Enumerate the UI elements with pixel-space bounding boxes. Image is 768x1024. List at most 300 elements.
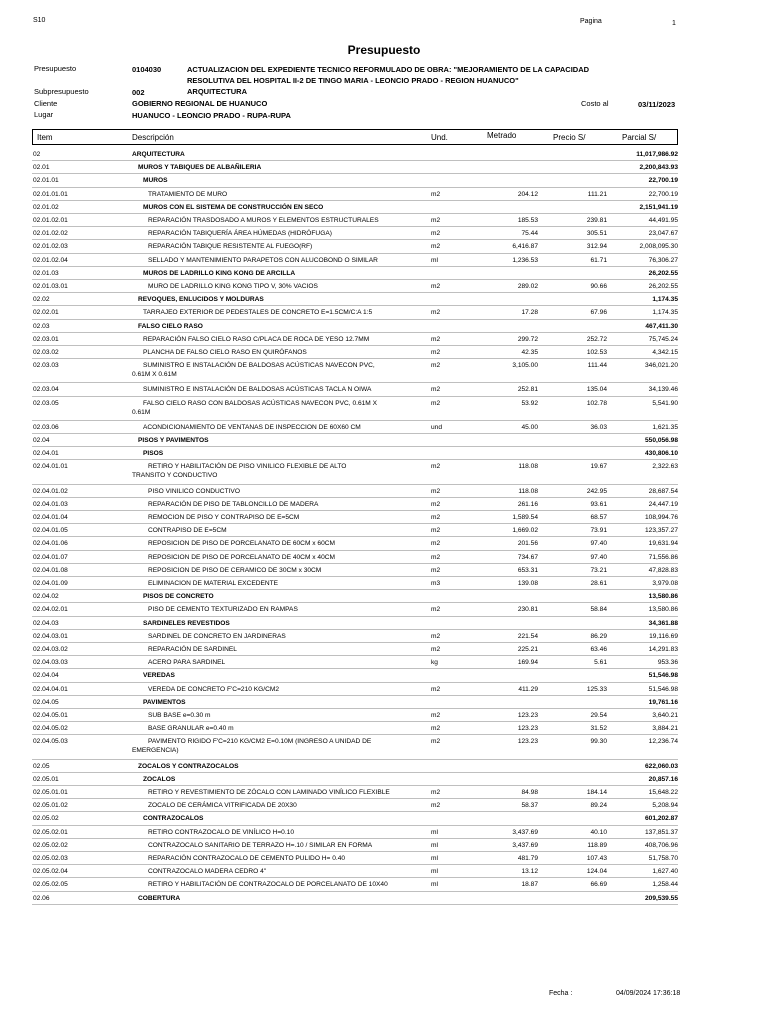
item-parcial: 209,539.55 — [644, 894, 678, 902]
item-precio: 97.40 — [590, 540, 607, 548]
row-divider — [32, 891, 678, 892]
item-unit: ml — [431, 881, 438, 889]
item-description: SARDINEL DE CONCRETO EN JARDINERAS — [148, 632, 286, 640]
item-metrado: 653.31 — [517, 566, 538, 574]
page-number: 1 — [672, 20, 676, 27]
item-parcial: 14,291.83 — [648, 646, 678, 653]
item-unit: m2 — [431, 500, 441, 508]
item-precio: 28.61 — [590, 580, 607, 587]
item-code: 02.04.03.03 — [33, 659, 68, 667]
item-description: REPARACIÓN TABIQUE RESISTENTE AL FUEGO(RF) — [148, 243, 313, 251]
item-code: 02.05.01 — [33, 775, 59, 783]
item-unit: m2 — [431, 463, 441, 471]
item-metrado: 185.53 — [517, 217, 538, 224]
item-metrado: 481.79 — [517, 855, 538, 862]
row-divider — [32, 459, 678, 460]
item-parcial: 76,306.27 — [648, 256, 678, 264]
item-metrado: 6,416.87 — [512, 243, 538, 251]
item-precio: 61.71 — [590, 256, 607, 264]
item-unit: m2 — [431, 646, 441, 653]
item-unit: m2 — [431, 789, 441, 796]
item-metrado: 123.23 — [517, 712, 538, 719]
row-divider — [32, 772, 678, 773]
item-description: PISO DE CEMENTO TEXTURIZADO EN RAMPAS — [148, 606, 298, 614]
item-parcial: 137,851.37 — [644, 828, 678, 836]
item-precio: 118.89 — [587, 841, 607, 849]
item-precio: 31.52 — [590, 725, 607, 733]
row-divider — [32, 358, 678, 359]
row-divider — [32, 864, 678, 865]
item-metrado: 299.72 — [517, 335, 538, 343]
item-precio: 111.44 — [587, 362, 607, 370]
item-description: PISOS — [143, 450, 164, 458]
item-unit: m2 — [431, 386, 441, 394]
item-precio: 252.72 — [586, 335, 607, 343]
item-description: REPARACIÓN CONTRAZOCALO DE CEMENTO PULIDO H= 0.40 — [148, 855, 346, 862]
item-parcial: 550,056.98 — [644, 437, 678, 444]
item-code: 02.02.01 — [33, 309, 59, 317]
item-description: PAVIMENTOS — [143, 698, 186, 706]
item-parcial: 75,745.24 — [648, 335, 678, 343]
item-metrado: 1,669.02 — [512, 527, 538, 535]
item-description: ZOCALO DE CERÁMICA VITRIFICADA DE 20X30 — [148, 802, 297, 810]
item-metrado: 1,589.54 — [512, 514, 538, 521]
subpresupuesto-code: 002 — [132, 88, 145, 97]
row-divider — [32, 904, 678, 905]
item-unit: m2 — [431, 217, 441, 224]
item-parcial: 51,546.98 — [648, 685, 678, 693]
item-parcial: 47,828.83 — [648, 566, 678, 574]
item-code: 02.04.05 — [33, 698, 59, 706]
costo-label: Costo al — [581, 99, 609, 108]
item-code: 02.03.01 — [33, 335, 59, 343]
item-parcial: 953.36 — [657, 659, 678, 667]
presupuesto-code: 0104030 — [132, 65, 162, 74]
item-unit: m2 — [431, 712, 441, 719]
row-divider — [32, 173, 678, 174]
row-divider — [32, 187, 678, 188]
row-divider — [32, 721, 678, 722]
row-divider — [32, 668, 678, 669]
item-precio: 58.84 — [590, 606, 607, 614]
item-parcial: 23,047.67 — [648, 230, 678, 238]
item-description: COBERTURA — [138, 894, 181, 902]
item-code: 02.05.01.01 — [33, 789, 68, 796]
item-unit: m2 — [431, 606, 441, 614]
row-divider — [32, 602, 678, 603]
item-parcial: 3,979.08 — [652, 580, 678, 587]
item-description: RETIRO Y HABILITACIÓN DE CONTRAZOCALO DE PORCELANATO DE 10X40 — [148, 881, 388, 889]
item-parcial: 26,202.55 — [648, 269, 678, 277]
item-description: SARDINELES REVESTIDOS — [143, 619, 230, 627]
item-description: ARQUITECTURA — [132, 151, 185, 158]
item-description: SUB BASE e=0.30 m — [148, 712, 211, 719]
item-description: VEREDA DE CONCRETO F'C=210 KG/CM2 — [148, 685, 280, 693]
col-descripcion: Descripción — [132, 133, 174, 142]
item-metrado: 45.00 — [521, 423, 538, 431]
fecha-value: 04/09/2024 17:36:18 — [616, 990, 681, 997]
col-und: Und. — [431, 133, 448, 142]
item-parcial: 408,706.96 — [644, 841, 678, 849]
item-parcial: 346,021.20 — [644, 362, 678, 370]
item-metrado: 18.87 — [521, 881, 538, 889]
item-unit: m2 — [431, 540, 441, 548]
item-unit: ml — [431, 256, 438, 264]
item-metrado: 1,236.53 — [512, 256, 538, 264]
item-parcial: 2,200,843.93 — [639, 164, 678, 172]
item-description: ACONDICIONAMIENTO DE VENTANAS DE INSPECCION DE 60X60 CM — [143, 423, 361, 431]
row-divider — [32, 629, 678, 630]
item-code: 02.04.05.01 — [33, 712, 68, 719]
row-divider — [32, 382, 678, 383]
item-code: 02.06 — [33, 894, 50, 902]
item-code: 02.04.02.01 — [33, 606, 68, 614]
item-code: 02.04.03.01 — [33, 632, 68, 640]
row-divider — [32, 239, 678, 240]
item-code: 02.04.01 — [33, 450, 59, 458]
item-code: 02.01 — [33, 164, 50, 172]
presupuesto-label: Presupuesto — [34, 64, 77, 73]
item-code: 02.05.02 — [33, 815, 59, 823]
item-metrado: 734.67 — [517, 553, 538, 561]
item-precio: 135.04 — [586, 386, 607, 394]
item-parcial: 601,202.87 — [644, 815, 678, 823]
item-parcial: 1,174.35 — [652, 309, 678, 317]
item-metrado: 230.81 — [517, 606, 538, 614]
item-metrado: 261.16 — [517, 500, 538, 508]
item-description: REPARACIÓN DE PISO DE TABLONCILLO DE MADERA — [148, 500, 319, 508]
row-divider — [32, 838, 678, 839]
item-description: REPOSICION DE PISO DE PORCELANATO DE 40CM x 40CM — [148, 553, 335, 561]
item-precio: 242.95 — [586, 487, 607, 495]
row-divider — [32, 305, 678, 306]
item-parcial: 24,447.19 — [648, 500, 678, 508]
row-divider — [32, 695, 678, 696]
item-metrado: 118.08 — [518, 463, 538, 471]
item-unit: m2 — [431, 309, 441, 317]
item-code: 02.01.01 — [33, 177, 59, 185]
item-parcial: 3,884.21 — [652, 725, 678, 733]
item-precio: 36.03 — [590, 423, 607, 431]
subpresupuesto-name: ARQUITECTURA — [187, 87, 247, 96]
item-code: 02.05.02.04 — [33, 868, 68, 876]
row-divider — [32, 589, 678, 590]
item-metrado: 42.35 — [521, 349, 538, 356]
item-unit: m2 — [431, 632, 441, 640]
item-metrado: 221.54 — [517, 632, 538, 640]
item-description: ELIMINACION DE MATERIAL EXCEDENTE — [148, 580, 279, 587]
item-precio: 97.40 — [590, 553, 607, 561]
presupuesto-title-line1: ACTUALIZACION DEL EXPEDIENTE TECNICO REFORMULADO DE OBRA: "MEJORAMIENTO DE LA CAPACIDAD — [187, 65, 590, 74]
item-unit: m2 — [431, 802, 441, 810]
item-precio: 29.54 — [590, 712, 607, 719]
cliente-value: GOBIERNO REGIONAL DE HUANUCO — [132, 99, 268, 108]
item-description: TARRAJEO EXTERIOR DE PEDESTALES DE CONCRETO E=1.5CM/C:A 1:5 — [143, 309, 373, 317]
item-code: 02.02 — [33, 296, 50, 304]
item-code: 02.01.01.01 — [33, 190, 68, 198]
row-divider — [32, 642, 678, 643]
item-precio: 73.91 — [590, 527, 607, 535]
item-code: 02.04.01.06 — [33, 540, 68, 548]
item-precio: 99.30 — [590, 738, 607, 746]
item-precio: 73.21 — [590, 566, 607, 574]
item-code: 02.03.06 — [33, 423, 59, 431]
item-description: ZOCALOS Y CONTRAZOCALOS — [138, 762, 239, 770]
subpresupuesto-label: Subpresupuesto — [34, 87, 89, 96]
item-code: 02.03 — [33, 322, 50, 330]
item-metrado: 118.08 — [518, 487, 538, 495]
item-unit: ml — [431, 828, 438, 836]
item-parcial: 2,151,941.19 — [639, 203, 678, 211]
item-description: REVOQUES, ENLUCIDOS Y MOLDURAS — [138, 296, 264, 304]
row-divider — [32, 332, 678, 333]
column-header — [32, 129, 678, 145]
row-divider — [32, 616, 678, 617]
item-code: 02.04.01.09 — [33, 580, 68, 587]
item-code: 02.01.03.01 — [33, 283, 68, 290]
item-precio: 40.10 — [590, 828, 607, 836]
item-parcial: 19,631.94 — [648, 540, 678, 548]
row-divider — [32, 345, 678, 346]
item-parcial: 5,208.94 — [652, 802, 678, 810]
item-metrado: 13.12 — [521, 868, 538, 876]
item-parcial: 22,700.19 — [648, 177, 678, 185]
row-divider — [32, 420, 678, 421]
row-divider — [32, 484, 678, 485]
item-precio: 184.14 — [586, 789, 607, 796]
row-divider — [32, 576, 678, 577]
cliente-label: Cliente — [34, 99, 58, 108]
col-precio: Precio S/ — [553, 133, 586, 142]
item-precio: 89.24 — [590, 802, 607, 810]
item-parcial: 4,342.15 — [652, 349, 678, 356]
item-description: CONTRAZOCALOS — [143, 815, 204, 823]
item-unit: m2 — [431, 725, 441, 733]
row-divider — [32, 226, 678, 227]
item-description: MURO DE LADRILLO KING KONG TIPO V, 30% VACIOS — [148, 283, 318, 290]
item-code: 02.05 — [33, 762, 50, 770]
row-divider — [32, 279, 678, 280]
item-metrado: 411.29 — [518, 685, 538, 693]
col-parcial: Parcial S/ — [622, 133, 657, 142]
item-metrado: 3,105.00 — [512, 362, 538, 370]
item-parcial: 71,556.86 — [648, 553, 678, 561]
item-description: ACERO PARA SARDINEL — [148, 659, 226, 667]
item-description: REPARACIÓN DE SARDINEL — [148, 646, 237, 653]
item-unit: m2 — [431, 190, 441, 198]
item-description: RETIRO Y HABILITACIÓN DE PISO VINILICO FLEXIBLE DE ALTO TRANSITO Y CONDUCTIVO — [132, 463, 347, 480]
row-divider — [32, 563, 678, 564]
item-code: 02 — [33, 151, 41, 158]
row-divider — [32, 213, 678, 214]
fecha-label: Fecha : — [549, 990, 573, 997]
item-description: PISO VINILICO CONDUCTIVO — [148, 487, 240, 495]
item-metrado: 225.21 — [517, 646, 538, 653]
item-unit: m2 — [431, 283, 441, 290]
item-precio: 19.67 — [590, 463, 607, 471]
row-divider — [32, 877, 678, 878]
row-divider — [32, 510, 678, 511]
item-description: SUMINISTRO E INSTALACIÓN DE BALDOSAS ACÚSTICAS TACLA N OIWA — [143, 386, 372, 394]
item-parcial: 34,361.88 — [648, 619, 678, 627]
item-metrado: 123.23 — [517, 725, 538, 733]
row-divider — [32, 734, 678, 735]
item-description: RETIRO Y REVESTIMIENTO DE ZÓCALO CON LAMINADO VINÍLICO FLEXIBLE — [148, 789, 390, 796]
item-description: REPARACIÓN TABIQUERÍA ÁREA HÚMEDAS (HIDRÓFUGA) — [148, 230, 332, 238]
row-divider — [32, 655, 678, 656]
item-parcial: 20,857.16 — [648, 775, 678, 783]
item-code: 02.01.02.04 — [33, 256, 68, 264]
item-precio: 239.81 — [586, 217, 607, 224]
item-parcial: 1,174.35 — [652, 296, 678, 304]
item-precio: 111.21 — [587, 190, 607, 198]
software-code: S10 — [33, 17, 46, 24]
item-code: 02.04.04.01 — [33, 685, 68, 693]
row-divider — [32, 785, 678, 786]
item-parcial: 28,687.54 — [648, 487, 678, 495]
item-code: 02.04.05.02 — [33, 725, 68, 733]
item-parcial: 5,541.90 — [652, 399, 678, 407]
row-divider — [32, 708, 678, 709]
col-metrado: Metrado — [487, 131, 517, 140]
item-description: TRATAMIENTO DE MURO — [148, 190, 228, 198]
item-code: 02.04 — [33, 437, 50, 444]
item-unit: m2 — [431, 553, 441, 561]
item-precio: 86.29 — [590, 632, 607, 640]
item-parcial: 51,546.98 — [648, 672, 678, 680]
item-parcial: 13,580.86 — [648, 593, 678, 601]
item-code: 02.04.05.03 — [33, 738, 68, 746]
row-divider — [32, 811, 678, 812]
lugar-value: HUANUCO - LEONCIO PRADO - RUPA-RUPA — [132, 111, 291, 120]
item-metrado: 252.81 — [517, 386, 538, 394]
item-metrado: 3,437.69 — [512, 828, 538, 836]
item-unit: m2 — [431, 527, 441, 535]
item-code: 02.04.02 — [33, 593, 59, 601]
item-precio: 102.78 — [586, 399, 607, 407]
item-code: 02.05.02.02 — [33, 841, 68, 849]
item-metrado: 123.23 — [517, 738, 538, 746]
row-divider — [32, 523, 678, 524]
item-precio: 102.53 — [586, 349, 607, 356]
item-parcial: 51,758.70 — [648, 855, 678, 862]
row-divider — [32, 160, 678, 161]
item-parcial: 1,627.40 — [652, 868, 678, 876]
item-code: 02.01.02.03 — [33, 243, 68, 251]
item-metrado: 289.02 — [517, 283, 538, 290]
item-code: 02.04.03.02 — [33, 646, 68, 653]
item-precio: 93.61 — [590, 500, 607, 508]
item-description: BASE GRANULAR e=0.40 m — [148, 725, 234, 733]
item-precio: 67.96 — [590, 309, 607, 317]
item-precio: 124.04 — [586, 868, 607, 876]
item-parcial: 26,202.55 — [648, 283, 678, 290]
item-parcial: 1,258.44 — [652, 881, 678, 889]
item-metrado: 3,437.69 — [512, 841, 538, 849]
item-code: 02.04.01.05 — [33, 527, 68, 535]
item-description: VEREDAS — [143, 672, 175, 680]
item-precio: 312.94 — [586, 243, 607, 251]
item-parcial: 1,621.35 — [652, 423, 678, 431]
lugar-label: Lugar — [34, 110, 54, 119]
row-divider — [32, 682, 678, 683]
item-description: MUROS CON EL SISTEMA DE CONSTRUCCIÓN EN SECO — [143, 203, 324, 211]
item-code: 02.04.01.02 — [33, 487, 68, 495]
item-description: CONTRAPISO DE E=5CM — [148, 527, 227, 535]
item-code: 02.05.02.05 — [33, 881, 68, 889]
item-precio: 305.51 — [586, 230, 607, 238]
item-description: REPARACIÓN FALSO CIELO RASO C/PLACA DE ROCA DE YESO 12.7MM — [143, 335, 370, 343]
item-parcial: 123,357.27 — [644, 527, 678, 535]
item-code: 02.04.04 — [33, 672, 59, 680]
item-parcial: 2,008,095.30 — [639, 243, 678, 251]
item-description: PISOS DE CONCRETO — [143, 593, 214, 601]
item-description: REPOSICION DE PISO DE PORCELANATO DE 60CM x 60CM — [148, 540, 335, 548]
row-divider — [32, 550, 678, 551]
item-unit: ml — [431, 855, 438, 862]
item-description: MUROS — [143, 177, 168, 185]
item-code: 02.04.03 — [33, 619, 59, 627]
item-metrado: 139.08 — [517, 580, 538, 587]
item-parcial: 19,116.69 — [649, 632, 678, 640]
item-description: PAVIMENTO RIGIDO F'C=210 KG/CM2 E=0.10M (INGRESO A UNIDAD DE EMERGENCIA) — [132, 738, 372, 755]
item-code: 02.04.01.04 — [33, 514, 68, 521]
item-unit: und — [431, 423, 443, 431]
item-parcial: 108,994.76 — [644, 514, 678, 521]
presupuesto-title-line2: RESOLUTIVA DEL HOSPITAL II-2 DE TINGO MARIA - LEONCIO PRADO - REGION HUANUCO" — [187, 76, 519, 85]
page-title: Presupuesto — [347, 43, 421, 57]
item-code: 02.04.01.01 — [33, 463, 68, 471]
item-precio: 107.43 — [586, 855, 607, 862]
item-parcial: 19,761.16 — [648, 698, 678, 706]
item-description: FALSO CIELO RASO — [138, 322, 203, 330]
item-unit: m2 — [431, 362, 441, 370]
item-parcial: 430,806.10 — [644, 450, 678, 458]
item-metrado: 58.37 — [521, 802, 538, 810]
item-code: 02.01.03 — [33, 269, 59, 277]
item-parcial: 3,640.21 — [652, 712, 678, 719]
item-description: REPOSICION DE PISO DE CERAMICO DE 30CM x 30CM — [148, 566, 322, 574]
row-divider — [32, 292, 678, 293]
item-parcial: 12,236.74 — [648, 738, 678, 746]
item-metrado: 201.56 — [517, 540, 538, 548]
item-code: 02.04.01.03 — [33, 500, 68, 508]
item-unit: m2 — [431, 230, 441, 238]
item-unit: ml — [431, 868, 438, 876]
item-code: 02.05.02.01 — [33, 828, 68, 836]
row-divider — [32, 200, 678, 201]
row-divider — [32, 253, 678, 254]
item-unit: m2 — [431, 349, 441, 356]
item-code: 02.01.02.01 — [33, 217, 68, 224]
item-parcial: 15,648.22 — [648, 789, 678, 796]
item-unit: m2 — [431, 335, 441, 343]
item-precio: 68.57 — [590, 514, 607, 521]
row-divider — [32, 433, 678, 434]
row-divider — [32, 851, 678, 852]
item-metrado: 17.28 — [521, 309, 538, 317]
item-code: 02.05.02.03 — [33, 855, 68, 862]
item-unit: m2 — [431, 738, 441, 746]
row-divider — [32, 798, 678, 799]
item-metrado: 75.44 — [521, 230, 538, 238]
item-parcial: 467,411.30 — [645, 322, 678, 330]
item-unit: m2 — [431, 399, 441, 407]
item-metrado: 204.12 — [517, 190, 538, 198]
item-description: RETIRO CONTRAZOCALO DE VINÍLICO H=0.10 — [148, 828, 295, 836]
item-code: 02.03.04 — [33, 386, 59, 394]
item-description: MUROS Y TABIQUES DE ALBAÑILERIA — [138, 164, 262, 172]
